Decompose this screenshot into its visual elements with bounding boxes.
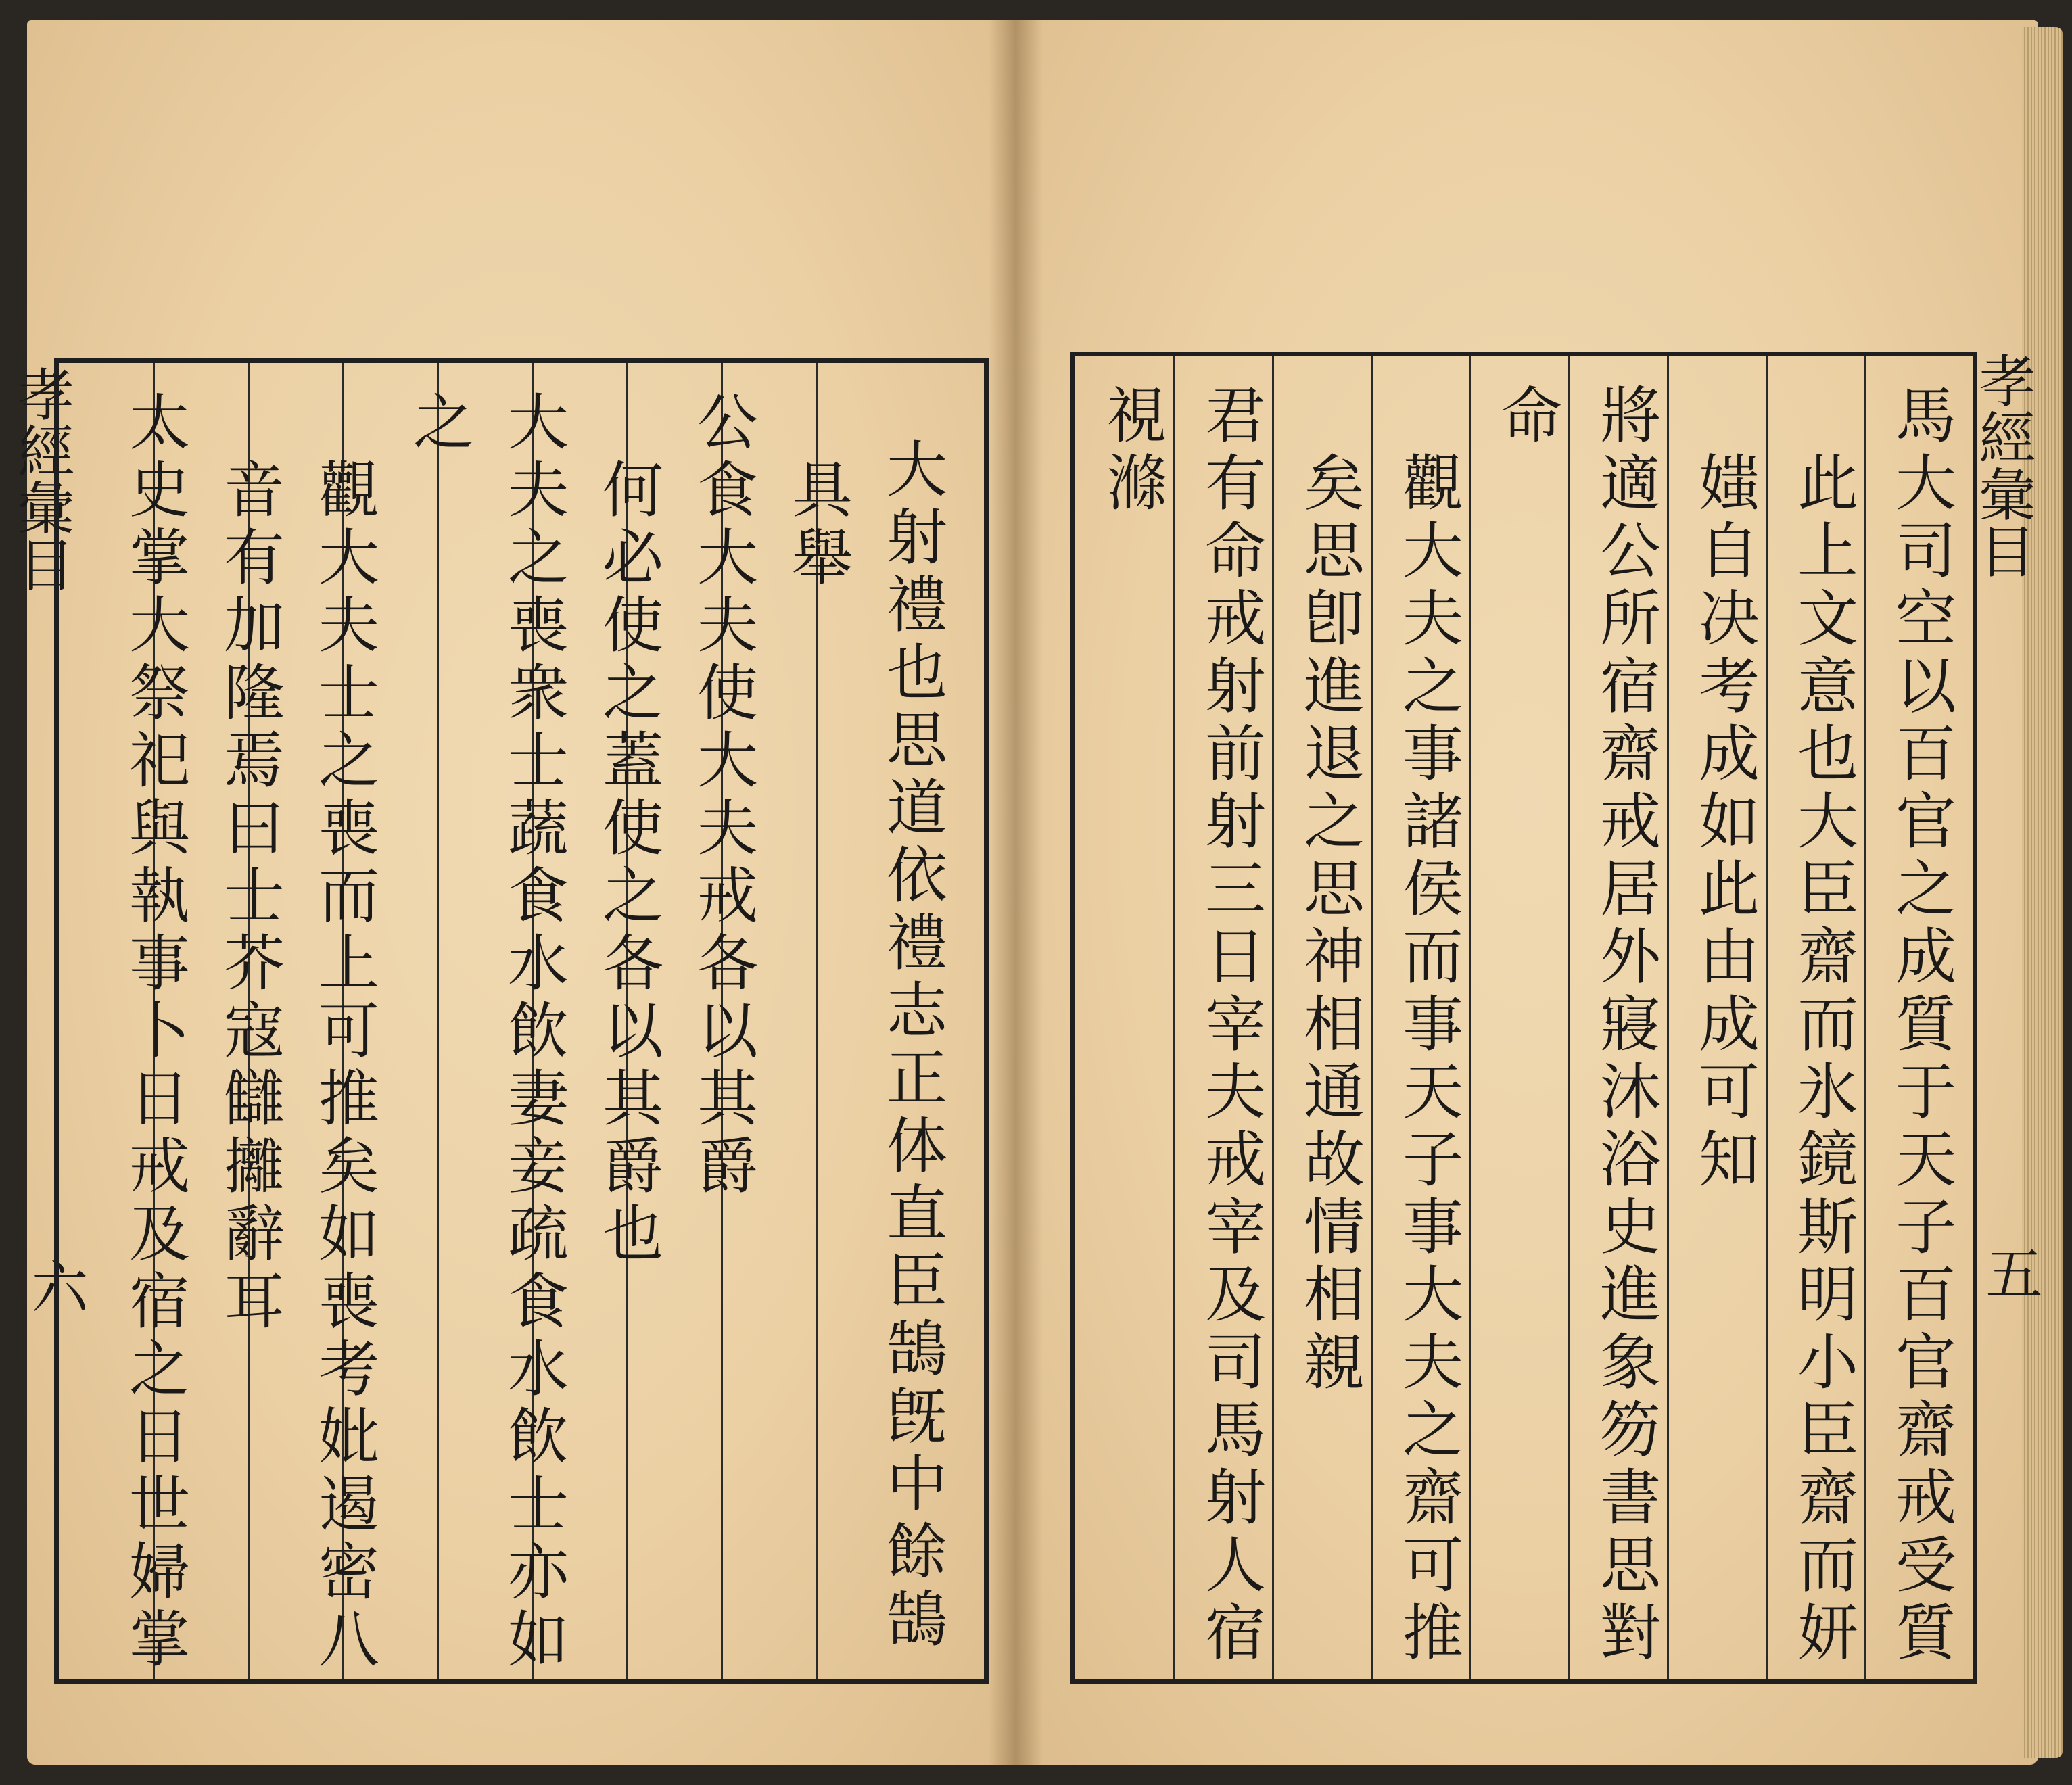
column-rule xyxy=(1371,356,1373,1679)
column-rule xyxy=(1272,356,1274,1679)
left-folio: 六 xyxy=(22,1258,89,1314)
text-column: 公食大夫使大夫戒各以其爵 xyxy=(686,390,757,1201)
text-column: 此上文意也大臣齋而氷鏡斯明小臣齋而妍 xyxy=(1787,451,1858,1668)
book-gutter xyxy=(989,20,1043,1765)
text-column: 馬大司空以百官之成質于天子百官齋戒受質 xyxy=(1885,383,1956,1668)
text-column: 將適公所宿齋戒居外寢沐浴史進象笏書思對 xyxy=(1589,383,1660,1668)
column-rule xyxy=(1469,356,1471,1679)
text-column: 視滌 xyxy=(1096,383,1167,519)
text-column: 何必使之蓋使之各以其爵也 xyxy=(592,458,663,1269)
right-folio: 五 xyxy=(1977,1244,2043,1301)
column-rule xyxy=(1667,356,1669,1679)
page-fore-edge xyxy=(2022,27,2063,1758)
text-column: 觀大夫之事諸侯而事天子事大夫之齋可推 xyxy=(1392,451,1463,1668)
text-column: 太史掌大祭祀與執事卜日戒及宿之日世婦掌 xyxy=(118,390,189,1675)
column-rule xyxy=(1568,356,1570,1679)
text-column: 命 xyxy=(1490,383,1561,451)
text-column: 具舉 xyxy=(781,458,852,593)
right-margin-title: 孝經彙目 xyxy=(1970,352,2036,579)
left-text-frame xyxy=(54,358,989,1684)
text-column: 觀大夫士之喪而上可推矣如喪考妣遏密八 xyxy=(308,458,379,1675)
right-text-frame xyxy=(1070,352,1977,1684)
text-column: 之 xyxy=(402,390,473,458)
text-column: 矣思卽進退之思神相通故情相親 xyxy=(1293,451,1364,1398)
text-column: 君有命戒射前射三日宰夫戒宰及司馬射人宿 xyxy=(1194,383,1265,1668)
column-rule xyxy=(1173,356,1175,1679)
column-rule xyxy=(437,363,439,1679)
text-column: 大夫之喪衆士蔬食水飲妻妾疏食水飲士亦如 xyxy=(497,390,568,1675)
text-column: 大射禮也思道依禮志正体直臣鵠旣中餘鵠 xyxy=(876,437,947,1655)
text-column: 音有加隆焉曰士芥寇讎攡辭耳 xyxy=(213,458,284,1337)
left-margin-title: 孝經彙目 xyxy=(9,365,75,592)
column-rule xyxy=(1766,356,1768,1679)
column-rule xyxy=(1864,356,1866,1679)
text-column: 媸自决考成如此由成可知 xyxy=(1688,451,1759,1195)
